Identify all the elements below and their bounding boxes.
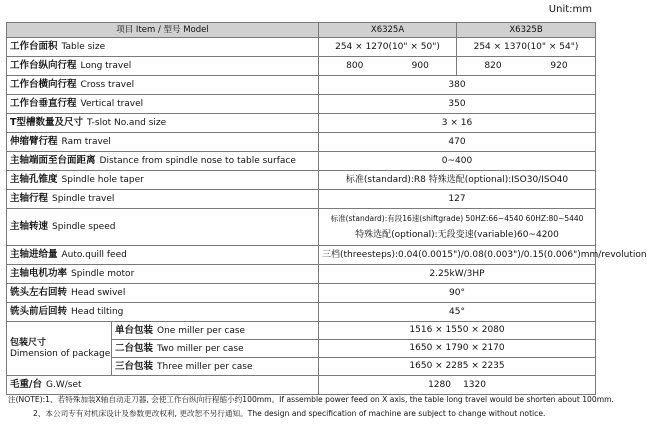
- row-en: T-slot No.and size: [86, 118, 167, 128]
- note-2: 2、本公司专有对机床设计及参数更改权利, 更改恕不另行通知。The design and specification of machine are subject to change without notice.: [33, 409, 546, 418]
- package-item-en: Two miller per case: [157, 343, 244, 354]
- package-item-cn: 单台包装: [115, 324, 154, 336]
- package-item-cn: 三台包装: [115, 360, 154, 372]
- row-taper: [7, 171, 596, 190]
- package-value: 1650 × 1790 × 2170: [319, 340, 596, 358]
- value-a1: 800: [346, 60, 364, 71]
- package-item-cn: 二台包装: [115, 342, 154, 354]
- row-en: Vertical travel: [80, 99, 144, 109]
- package-en: Dimension of package: [10, 348, 111, 359]
- row-cn: 工作台纵向行程: [10, 60, 77, 71]
- value: 45°: [319, 303, 596, 322]
- row-spindle-nose: [7, 152, 596, 171]
- row-cn: 主轴端面至台面距离: [10, 155, 96, 166]
- row-cn: 工作台横向行程: [10, 79, 77, 90]
- row-cn: 铣头左右回转: [10, 287, 68, 298]
- value-optional: 特殊选配(optional):无段变速(variable)60~4200: [355, 230, 559, 240]
- row-long-travel: [7, 57, 596, 76]
- weight-b: 1320: [463, 379, 486, 390]
- row-cn: T型槽数量及尺寸: [10, 117, 83, 128]
- unit-label: Unit:mm: [548, 4, 592, 15]
- row-weight: [7, 376, 596, 395]
- row-cn: 主轴进给量: [10, 249, 58, 260]
- row-cn: 主轴电机功率: [10, 268, 68, 279]
- package-value: 1650 × 2285 × 2235: [319, 358, 596, 376]
- spec-table: [6, 22, 647, 395]
- row-en: Distance from spindle nose to table surface: [99, 156, 296, 166]
- row-en: Auto.quill feed: [61, 250, 127, 260]
- package-item-en: One miller per case: [157, 325, 246, 336]
- header-model-a: X6325A: [319, 23, 457, 38]
- row-cn: 伸缩臂行程: [10, 136, 58, 147]
- package-value: 1516 × 1550 × 2080: [319, 322, 596, 340]
- value: 470: [319, 133, 596, 152]
- package-cn: 包装尺寸: [10, 337, 47, 348]
- notes: [8, 393, 614, 421]
- row-motor: [7, 265, 596, 284]
- row-table-size: [7, 38, 596, 57]
- row-en: Head swivel: [71, 288, 126, 298]
- row-en: Head tilting: [71, 307, 124, 317]
- value: 2.25kW/3HP: [319, 265, 596, 284]
- row-en: G.W/set: [45, 380, 82, 390]
- package-label: [7, 322, 112, 376]
- row-en: Spindle hole taper: [61, 175, 144, 185]
- value-b1: 820: [484, 60, 502, 71]
- value-a2: 900: [411, 60, 429, 71]
- row-vertical-travel: [7, 95, 596, 114]
- value: 350: [319, 95, 596, 114]
- row-swivel: [7, 284, 596, 303]
- header-item: 项目 Item / 型号 Model: [7, 23, 319, 38]
- row-tilting: [7, 303, 596, 322]
- value: 380: [319, 76, 596, 95]
- row-ram-travel: [7, 133, 596, 152]
- value: 0~400: [319, 152, 596, 171]
- value-b2: 920: [550, 60, 568, 71]
- value: 127: [319, 190, 596, 209]
- value-standard: 标准(standard):有段16速(shiftgrade) 50HZ:66~4540 60HZ:80~5440: [330, 214, 584, 223]
- row-cross-travel: [7, 76, 596, 95]
- row-cn: 毛重/台: [10, 379, 42, 390]
- row-spindle-speed: [7, 209, 596, 246]
- row-cn: 主轴转速: [10, 221, 49, 232]
- row-cn: 铣头前后回转: [10, 306, 68, 317]
- header-model-b: X6325B: [457, 23, 596, 38]
- value: 三档(threesteps):0.04(0.0015")/0.08(0.003")/0.15(0.006")mm/revolution: [319, 246, 596, 265]
- row-spindle-travel: [7, 190, 596, 209]
- row-en: Ram travel: [61, 137, 111, 147]
- row-cn: 工作台垂直行程: [10, 98, 77, 109]
- row-package-1: [7, 322, 596, 340]
- header-row: [7, 23, 596, 38]
- row-en: Spindle travel: [52, 194, 115, 204]
- value: 标准(standard):R8 特殊选配(optional):ISO30/ISO40: [319, 171, 596, 190]
- row-en: Cross travel: [80, 80, 135, 90]
- note-1: 注(NOTE):1、若特殊加装X轴自动走刀器, 会使工作台纵向行程缩小约100mm。If assemble power feed on X axis, the table long travel would be shorten about 100mm.: [8, 395, 614, 404]
- row-cn: 主轴行程: [10, 193, 49, 204]
- row-cn: 主轴孔锥度: [10, 174, 58, 185]
- row-en: Spindle speed: [52, 222, 116, 232]
- row-cn: 工作台面积: [10, 41, 58, 52]
- row-en: Spindle motor: [71, 269, 135, 279]
- value: 90°: [319, 284, 596, 303]
- value-b: 254 × 1370(10" × 54"): [457, 38, 596, 57]
- weight-a: 1280: [428, 379, 451, 390]
- package-item-en: Three miller per case: [157, 361, 253, 372]
- row-quill-feed: [7, 246, 596, 265]
- row-en: Table size: [61, 42, 106, 52]
- value-a: 254 × 1270(10" × 50"): [319, 38, 457, 57]
- value: 3 × 16: [319, 114, 596, 133]
- row-en: Long travel: [80, 61, 132, 71]
- row-tslot: [7, 114, 596, 133]
